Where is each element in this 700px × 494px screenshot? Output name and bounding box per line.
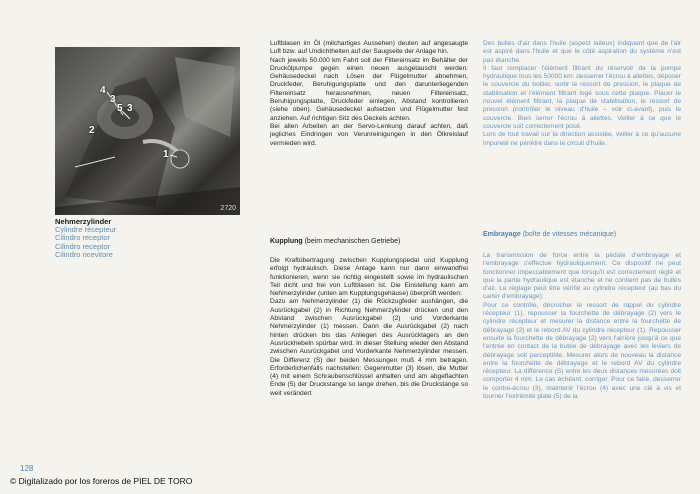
caption-spanish: Cilindro receptor [55, 233, 111, 243]
french-text-top: Des bulles d'air dans l'huile (aspect laiteux) indiquent que de l'air est aspiré dans l'huile et que le côté aspiration du système n'est pas étanche. Il faut remplacer l'élément filtrant du réservoir de la pompe hydraulique tous les 50000 km: desserrer l'écrou à ailettes, déposer le couvercle du boitier, sortir le ressort de pression, le plaque de stabilisation et l'élément filtrant logé sous cette plaque. Placer le nouvel élément filtrant, la plaque de stabilisation, le ressort de pression (contrôler le niveau d'huile – voir ci-avant), puis le couvercle. Bien serrer l'écrou à ailettes. Veiller à ce que le couvercle soit correctement posé. Lors de tout travail sur la direction assistée, veiller à ce qu'aucune impureté ne pénètre dans le circuit d'huile. [483, 40, 681, 147]
german-text-top: Luftblasen im Öl (milchartiges Aussehen) deuten auf angesaugte Luft bzw. auf Undichtheiten auf der Saugseite der Anlage hin. Nach jeweils 50.000 km Fahrt soll der Filtereinsatz im Behälter der Druckölpumpe gegen einen neuen ausgetauscht werden: Gehäusedeckel nach Lösen der Flügelmutter abnehmen, Druckfeder, Beruhigungsplatte und den darunterliegenden Filtereinsatz herausnehmen, neuen Filtereinsatz, Beruhigungsplatte, Druckfeder einlegen, Abstand kontrollieren (siehe oben). Gehäusedeckel aufsetzen und Flügelmutter fest anziehen. Auf richtigen Sitz des Deckels achten. Bei allen Arbeiten an der Servo-Lenkung darauf achten, daß jegliches Eindringen von Verunreinigungen in den Ölkreislauf vermieden wird. [270, 40, 468, 147]
callout-2: 2 [89, 125, 95, 136]
heading-embrayage-bold: Embrayage [483, 231, 521, 238]
page-number: 128 [20, 464, 34, 473]
callout-3: 3 [127, 103, 133, 114]
heading-embrayage [483, 230, 616, 239]
callout-1: 1 [163, 149, 169, 160]
photo-caption [55, 218, 245, 259]
heading-kupplung-bold: Kupplung [270, 238, 303, 245]
german-text-body: Die Kraftübertragung zwischen Kupplungspedal und Kupplung erfolgt hydraulisch. Diese Anlage kann nur dann einwandfrei funktionieren, wenn sie richtig eingestellt sowie im hydraulischen Teil dicht und frei von Luftblasen ist. Die Einstellung kann am Nehmerzylinder (unten am Kupplungsgehäuse) überprüft werden: Dazu am Nehmerzylinder (1) die Rückzugfeder aushängen, die Ausrückgabel (2) in Richtung Nehmerzylinder drücken und den Abstand zwischen Ausrückgabel (2) und Vorderkante Nehmerzylinder (1) messen. Dann die Ausrückgabel (2) nach hinten drücken bis das Anliegen des Ausrücklagers an den Ausrückhebeln spürbar wird. In dieser Stellung wieder den Abstand zwischen Ausrückgabel und Vorderkante Nehmerzylinder messen. Die Differenz (S) der beiden Messungen muß 4 mm betragen. Erforderlichenfalls nachstellen: Gegenmutter (3) lösen, die Mutter (4) mit einem Schraubenschlüssel anhalten und am abgeflachten Ende (5) der Druckstange so lange drehen, bis die Druckstange so weit verändert [270, 257, 468, 397]
caption-french: Cylindre récepteur [55, 225, 117, 235]
callout-3-upper: 3 [110, 94, 116, 105]
heading-embrayage-rest: (boîte de vitesses mécanique) [520, 231, 617, 238]
plate-number: 2720 [220, 205, 236, 212]
footer-credit: © Digitalizado por los foreros de PIEL DE TORO [10, 476, 193, 486]
heading-kupplung [270, 237, 400, 246]
heading-kupplung-rest: (beim mechanischen Getriebe) [302, 238, 401, 245]
french-text-body: La transmission de force entre la pédale d'embrayage et l'embrayage s'effectue hydrauliquement. Ce dispositif ne peut fonctionner impeccablement que lorsqu'il est correctement réglé et que la partie hydraulique est étanche et ne contient pas de bulles d'air. Le réglage peut être vérifié au cylindre récepteur (au bas du carter d'embrayage): Pour ce contrôle, décrocher le ressort de rappel du cylindre récepteur (1), repousser la fourchette de débrayage (2) vers le cylindre récepteur et mesurer la distance entre la fourchette de débrayage (2) et le rebord AV du cylindre récepteur (1). Repousser ensuite la fourchette de débrayage (2) vers l'arrière jusqu'à ce que l'entrée en contact de la butée de débrayage avec les leviers de débrayage soit perceptible. Mesurer alors de nouveau la distance entre la fourchette de débrayage et le rebord AV du cylindre récepteur. La différence (S) entre les deux distances mesurées doit comporter 4 mm. Le cas échéant, corriger. Pour ce faire, desserrer le contre-écrou (3), maintenir l'écrou (4) avec une clé à vis et tourner l'extrémité plate (5) de la [483, 252, 681, 401]
caption-german: Nehmerzylinder [55, 217, 112, 226]
engine-illustration [55, 47, 240, 215]
caption-portuguese: Cilindro receptor [55, 241, 111, 251]
caption-italian: Cilindro ricevitore [55, 249, 113, 259]
callout-4: 4 [100, 85, 106, 96]
clutch-photo [55, 47, 240, 215]
callout-5: 5 [117, 103, 123, 114]
